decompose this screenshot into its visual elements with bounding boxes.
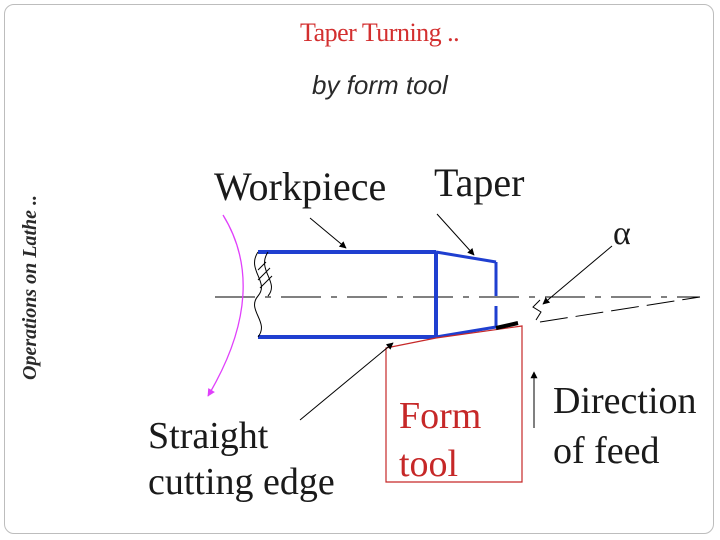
taper-leader-arrow xyxy=(437,214,474,255)
direction-label-line2: of feed xyxy=(553,430,660,472)
workpiece-leader-arrow xyxy=(310,218,346,248)
alpha-leader-arrow xyxy=(543,246,612,304)
straight-edge-label-line1: Straight xyxy=(148,415,269,457)
taper-label: Taper xyxy=(434,160,525,205)
workpiece-label: Workpiece xyxy=(214,164,387,209)
alpha-label: α xyxy=(613,215,631,252)
slide-title: Taper Turning .. xyxy=(300,18,460,47)
rotation-arrow xyxy=(208,215,243,396)
side-title: Operations on Lathe .. xyxy=(19,194,41,380)
taper-extension-line xyxy=(540,297,700,322)
direction-label-line1: Direction xyxy=(553,380,697,422)
alpha-angle-mark xyxy=(533,300,541,320)
form-tool-label-line1: Form xyxy=(399,395,482,437)
form-tool-label-line2: tool xyxy=(399,443,459,485)
taper-section xyxy=(436,252,496,337)
cutting-edge-leader-arrow xyxy=(300,343,393,420)
straight-edge-label-line2: cutting edge xyxy=(148,461,335,503)
slide-subtitle: by form tool xyxy=(312,70,448,100)
workpiece xyxy=(255,252,436,337)
